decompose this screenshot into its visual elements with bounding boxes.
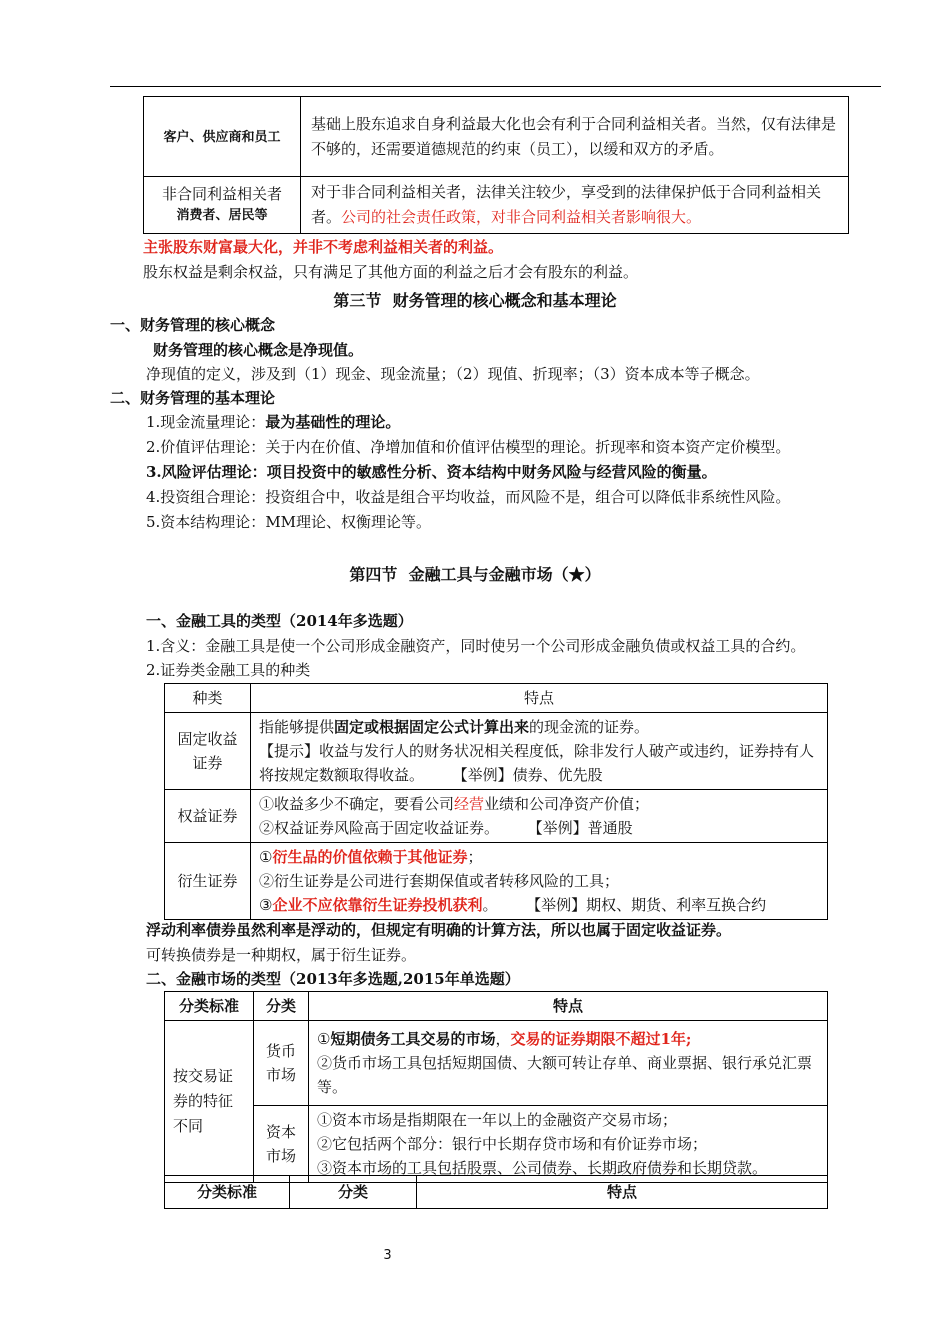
- definition-line: 1.含义：金融工具是使一个公司形成金融资产，同时使另一个公司形成金融负债或权益工具的合约。: [146, 637, 806, 655]
- type-desc: ①收益多少不确定，要看公司经营业绩和公司净资产价值； ②权益证券风险高于固定收益证券。 【举例】普通股: [251, 790, 828, 843]
- theory-item: 4.投资组合理论：投资组合中，收益是组合平均收益，而风险不是，组合可以降低非系统性风险。: [146, 488, 791, 506]
- table-row: [144, 177, 849, 234]
- col-header: 种类: [165, 684, 251, 713]
- type-name: 权益证券: [165, 790, 251, 843]
- table-header-row: [165, 1176, 828, 1209]
- section3-heading-2: 二、财务管理的基本理论: [110, 389, 276, 407]
- header-rule: [110, 86, 881, 87]
- table-header-row: [165, 992, 828, 1021]
- theory-item: 1.现金流量理论：最为基础性的理论。: [146, 413, 401, 431]
- type-name: 固定收益证券: [165, 713, 251, 790]
- row-desc: 对于非合同利益相关者，法律关注较少，享受到的法律保护低于合同利益相关者。公司的社会责任政策，对非合同利益相关者影响很大。: [301, 177, 849, 234]
- section3-heading-1: 一、财务管理的核心概念: [110, 316, 276, 334]
- table-row: [165, 790, 828, 843]
- col-header: 分类: [290, 1176, 417, 1209]
- market-name: 资本市场: [254, 1106, 309, 1183]
- row-label: 非合同利益相关者 消费者、居民等: [144, 177, 301, 234]
- col-header: 特点: [251, 684, 828, 713]
- theory-item: 2.价值评估理论：关于内在价值、净增加值和价值评估模型的理论。折现率和资本资产定价模型。: [146, 438, 791, 456]
- type-name: 衍生证券: [165, 843, 251, 920]
- market-name: 货币市场: [254, 1021, 309, 1106]
- market-table-continued: [164, 1175, 828, 1209]
- table-row: [165, 1106, 828, 1183]
- convertible-note: 可转换债券是一种期权，属于衍生证券。: [146, 946, 417, 964]
- row-label: 客户、供应商和员工: [144, 97, 301, 177]
- market-desc: ①资本市场是指期限在一年以上的金融资产交易市场； ②它包括两个部分：银行中长期存贷市场和有价证券市场； ③资本市场的工具包括股票、公司债券、长期政府债券和长期贷款。: [309, 1106, 828, 1183]
- type-desc: ①衍生品的价值依赖于其他证券； ②衍生证券是公司进行套期保值或者转移风险的工具； ③企业不应依靠衍生证券投机获利。 【举例】期权、期货、利率互换合约: [251, 843, 828, 920]
- table-row: [165, 713, 828, 790]
- row-desc: 基础上股东追求自身利益最大化也会有利于合同利益相关者。当然，仅有法律是不够的，还需要道德规范的约束（员工），以缓和双方的矛盾。: [301, 97, 849, 177]
- theory-item: 3.风险评估理论：项目投资中的敏感性分析、资本结构中财务风险与经营风险的衡量。: [146, 463, 717, 481]
- note-red: 主张股东财富最大化，并非不考虑利益相关者的利益。: [143, 238, 504, 256]
- col-header: 分类标准: [165, 1176, 290, 1209]
- type-desc: 指能够提供固定或根据固定公式计算出来的现金流的证券。 【提示】收益与发行人的财务状况相关程度低，除非发行人破产或违约，证券持有人将按规定数额取得收益。 【举例】债券、优先股: [251, 713, 828, 790]
- market-table: [164, 991, 828, 1183]
- securities-table: [164, 683, 828, 920]
- page-number: 3: [383, 1248, 392, 1263]
- core-concept-line: 财务管理的核心概念是净现值。: [153, 341, 364, 359]
- col-header: 特点: [309, 992, 828, 1021]
- stakeholders-table: [143, 96, 849, 234]
- table-row: [165, 843, 828, 920]
- section4-heading-1: 一、金融工具的类型（2014年多选题）: [146, 612, 413, 630]
- npv-line: 净现值的定义，涉及到（1）现金、现金流量；（2）现值、折现率；（3）资本成本等子概念。: [146, 365, 760, 383]
- market-desc: ①短期债务工具交易的市场，交易的证券期限不超过1年; ②货币市场工具包括短期国债、大额可转让存单、商业票据、银行承兑汇票等。: [309, 1021, 828, 1106]
- criterion-cell: 按交易证券的特征不同: [165, 1021, 254, 1183]
- note-plain: 股东权益是剩余权益，只有满足了其他方面的利益之后才会有股东的利益。: [143, 263, 639, 281]
- table-row: [165, 1021, 828, 1106]
- col-header: 特点: [417, 1176, 828, 1209]
- section4-heading-2: 二、金融市场的类型（2013年多选题,2015年单选题）: [146, 970, 520, 988]
- col-header: 分类标准: [165, 992, 254, 1021]
- section4-title: 第四节 金融工具与金融市场（★）: [349, 565, 601, 584]
- section3-title: 第三节 财务管理的核心概念和基本理论: [333, 291, 617, 310]
- table-row: [144, 97, 849, 177]
- table-header-row: [165, 684, 828, 713]
- col-header: 分类: [254, 992, 309, 1021]
- floating-rate-note: 浮动利率债券虽然利率是浮动的，但规定有明确的计算方法，所以也属于固定收益证券。: [146, 921, 732, 939]
- theory-item: 5.资本结构理论：MM理论、权衡理论等。: [146, 513, 432, 531]
- kinds-line: 2.证券类金融工具的种类: [146, 661, 311, 679]
